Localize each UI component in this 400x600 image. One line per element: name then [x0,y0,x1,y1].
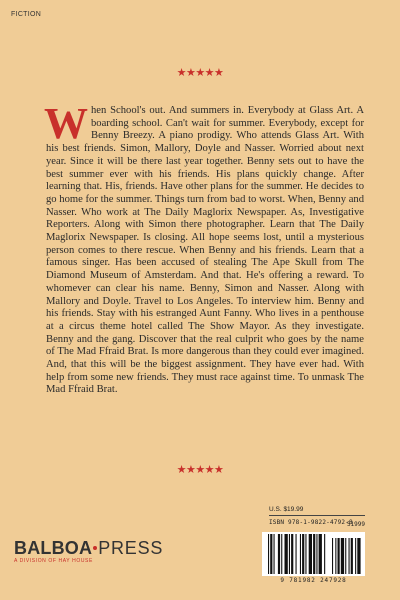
blurb-text: hen School's out. And summers in. Everybody at Glass Art. A boarding school. Can't wait for summer. Everybody, except for Benny Breezy. A piano prodigy. Who attends Glass Art. With his best friends. Simon, Mallory, Doyle and Nasser. Worried about next year. Since it will be there last year together. Benny sets out to have the best summer ever with his friends. His plans quickly change. After learning that. His, friends. Have other plans for the summer. He decides to go home for the summer. Things turn from bad to worst. When, Benny and Nasser. Who work at The Daily Maglorix Newspaper. As, Investigative Reporters. Along with Simon there photographer. Learn that The Daily Maglorix Newspaper. Is closing. All hope seems lost, until a mysterious person comes to there rescue. When Benny and his friends. Learn that a famous singer. Has been accused of stealing The Ape Skull from The Diamond Museum of Amsterdam. And that. He's offering a reward. To whomever can clear his name. Benny, Simon and Nasser. Along with Mallory and Doyle. Travel to Los Angeles. To interview him. Benny and his friends. Stay with his estranged Aunt Fanny. Who lives in a penthouse at a circus theme hotel called The Show Mayor. As they investigate. Benny and the gang. Discover that the real culprit who goes by the name of The Mad Ffraid Brat. Is more dangerous than they could ever imagined. And, that this will be the biggest assignment. They have ever had. With help from some new friends. They must race against time. To unmask The Mad Ffraid Brat. [46,105,364,396]
blurb-dropcap: W [44,99,88,148]
barcode-number: 9 781982 247928 [280,577,347,584]
barcode-addon-code: 51999 [346,521,365,528]
price-label: U.S. $19.99 [269,506,365,516]
publisher-name [14,539,163,557]
book-blurb [44,99,364,397]
barcode-icon [262,532,365,576]
genre-label: FICTION [11,11,42,18]
star-divider-top: ★★★★★ [176,67,224,79]
publisher-tagline: A DIVISION OF HAY HOUSE [14,558,93,564]
publisher-name-light: PRESS [98,538,164,558]
isbn-label: ISBN 978-1-9822-4792-8 [269,519,353,526]
star-divider-bottom: ★★★★★ [176,464,224,476]
publisher-logo [14,539,163,564]
logo-dot-icon [93,546,97,550]
publisher-name-bold: BALBOA [14,538,93,558]
